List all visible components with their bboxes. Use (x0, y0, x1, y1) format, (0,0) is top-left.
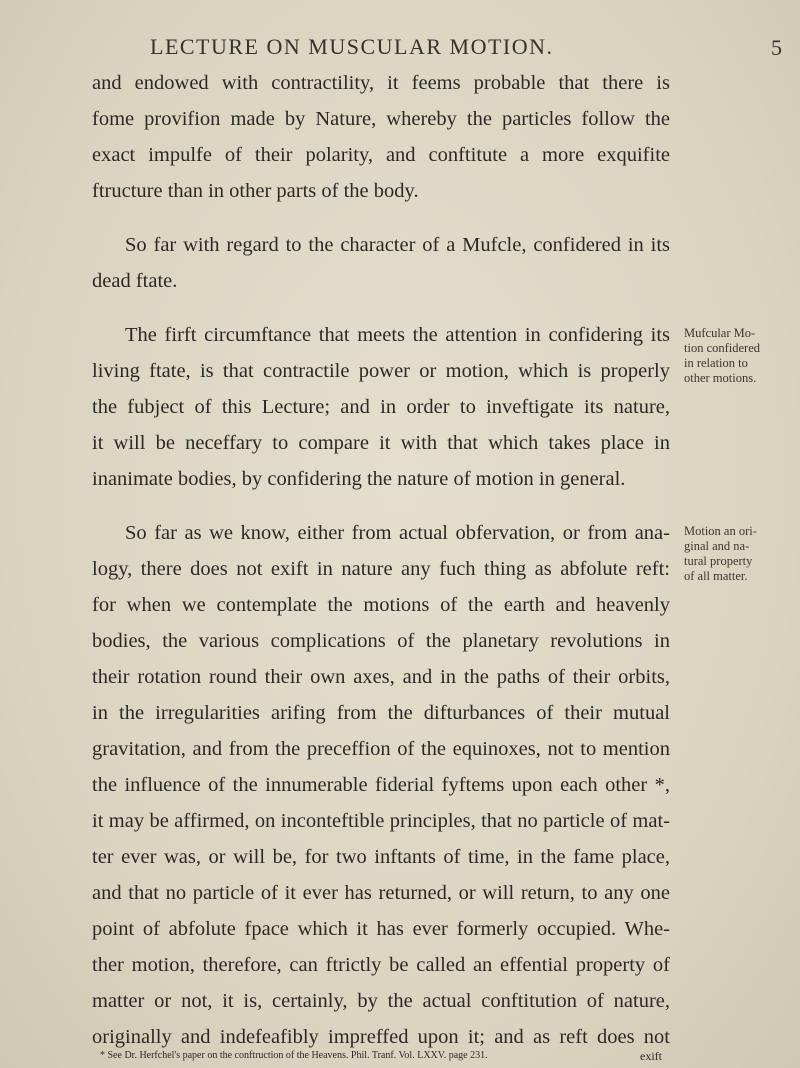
marginal-note-line: other motions. (684, 371, 757, 385)
body-line: in the irregularities arifing from the difturbances of their mutual (92, 702, 670, 724)
running-title: LECTURE ON MUSCULAR MOTION. (150, 34, 554, 59)
body-line: inanimate bodies, by confidering the nature of motion in general. (92, 468, 626, 490)
body-line: fome provifion made by Nature, whereby the particles follow the (92, 108, 670, 130)
body-line: logy, there does not exift in nature any fuch thing as abfolute reft: (92, 558, 670, 580)
marginal-note-line: Motion an ori- (684, 524, 757, 538)
body-line: bodies, the various complications of the planetary revolutions in (92, 630, 670, 652)
body-line: the fubject of this Lecture; and in order to inveftigate its nature, (92, 396, 670, 418)
body-line: So far with regard to the character of a Mufcle, confidered in its (125, 234, 670, 256)
body-line: The firft circumftance that meets the attention in confidering its (125, 324, 670, 346)
body-line: point of abfolute fpace which it has ever formerly occupied. Whe- (92, 918, 670, 940)
body-line: exact impulfe of their polarity, and conftitute a more exquifite (92, 144, 670, 166)
marginal-note-line: Mufcular Mo- (684, 326, 756, 340)
marginal-note-line: tural property (684, 554, 753, 568)
body-line: for when we contemplate the motions of the earth and heavenly (92, 594, 670, 616)
body-line: it may be affirmed, on inconteftible principles, that no particle of mat- (92, 810, 670, 832)
body-line: the influence of the innumerable fiderial fyftems upon each other *, (92, 774, 670, 796)
body-line: and that no particle of it ever has returned, or will return, to any one (92, 882, 670, 904)
footnote-line: Vol. LXXV. page 231. (398, 1050, 488, 1061)
marginal-note-line: ginal and na- (684, 539, 750, 553)
body-line: and endowed with contractility, it feems probable that there is (92, 72, 670, 94)
catchword: exift (640, 1049, 662, 1063)
marginal-note-2 (684, 524, 794, 584)
body-line: matter or not, it is, certainly, by the actual conftitution of nature, (92, 990, 670, 1012)
body-line: their rotation round their own axes, and in the paths of their orbits, (92, 666, 670, 688)
footnote-line: * See Dr. Herfchel's paper on the conftruction of the Heavens. Phil. Tranf. (100, 1050, 399, 1061)
marginal-note-line: in relation to (684, 356, 748, 370)
marginal-note-1 (684, 326, 794, 386)
body-line: ter ever was, or will be, for two inftants of time, in the fame place, (92, 846, 670, 868)
body-line: dead ftate. (92, 270, 178, 292)
body-line: originally and indefeafibly impreffed upon it; and as reft does not (92, 1026, 670, 1048)
footnote (100, 1050, 488, 1061)
body-line: living ftate, is that contractile power or motion, which is properly (92, 360, 670, 382)
body-line: So far as we know, either from actual obfervation, or from ana- (125, 522, 670, 544)
body-line: gravitation, and from the preceffion of the equinoxes, not to mention (92, 738, 670, 760)
page-number: 5 (771, 35, 782, 60)
body-line: ther motion, therefore, can ftrictly be called an effential property of (92, 954, 670, 976)
body-line: ftructure than in other parts of the body. (92, 180, 419, 202)
body-line: it will be neceffary to compare it with that which takes place in (92, 432, 670, 454)
marginal-note-line: tion confidered (684, 341, 761, 355)
marginal-note-line: of all matter. (684, 569, 748, 583)
